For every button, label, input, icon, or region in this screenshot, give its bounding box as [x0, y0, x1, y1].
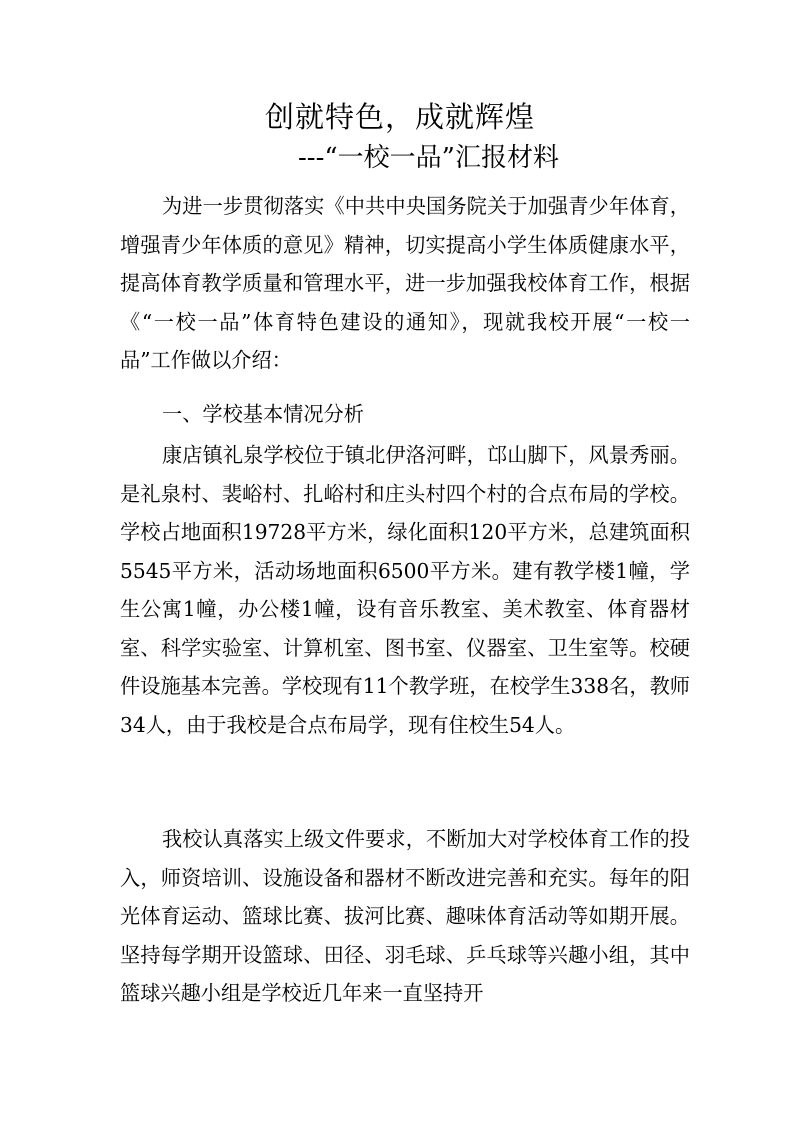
document-subtitle: ---“一校一品”汇报材料	[298, 143, 559, 173]
document-title: 创就特色，成就辉煌	[264, 100, 535, 134]
school-info-paragraph: 康店镇礼泉学校位于镇北伊洛河畔，邙山脚下，风景秀丽。是礼泉村、裴峪村、扎峪村和庄头村四个村的合点布局的学校。学校占地面积19728平方米，绿化面积120平方米，总建筑面积 5545平方米，活动场地面积6500平方米。建有教学楼1幢，学生公寓1幢，办公楼1幢，设有音乐教室、美术教室、体育器材室、科学实验室、计算机室、图书室、仪器室、卫生室等。校硬件设施基本完善。学校现有11个教学班，在校学生338名，教师34人，由于我校是合点布局学，现有住校生54人。	[120, 443, 690, 737]
sports-work-paragraph: 我校认真落实上级文件要求，不断加大对学校体育工作的投入，师资培训、设施设备和器材不断改进完善和充实。每年的阳光体育运动、篮球比赛、拔河比赛、趣味体育活动等如期开展。坚持每学期开设篮球、田径、羽毛球、乒乓球等兴趣小组，其中篮球兴趣小组是学校近几年来一直坚持开	[120, 827, 690, 1005]
intro-paragraph: 为进一步贯彻落实《中共中央国务院关于加强青少年体育，增强青少年体质的意见》精神，切实提高小学生体质健康水平，提高体育教学质量和管理水平，进一步加强我校体育工作，根据《“一校一品”体育特色建设的通知》，现就我校开展“一校一品”工作做以介绍：	[120, 194, 690, 372]
section-heading: 一、学校基本情况分析	[162, 402, 364, 426]
